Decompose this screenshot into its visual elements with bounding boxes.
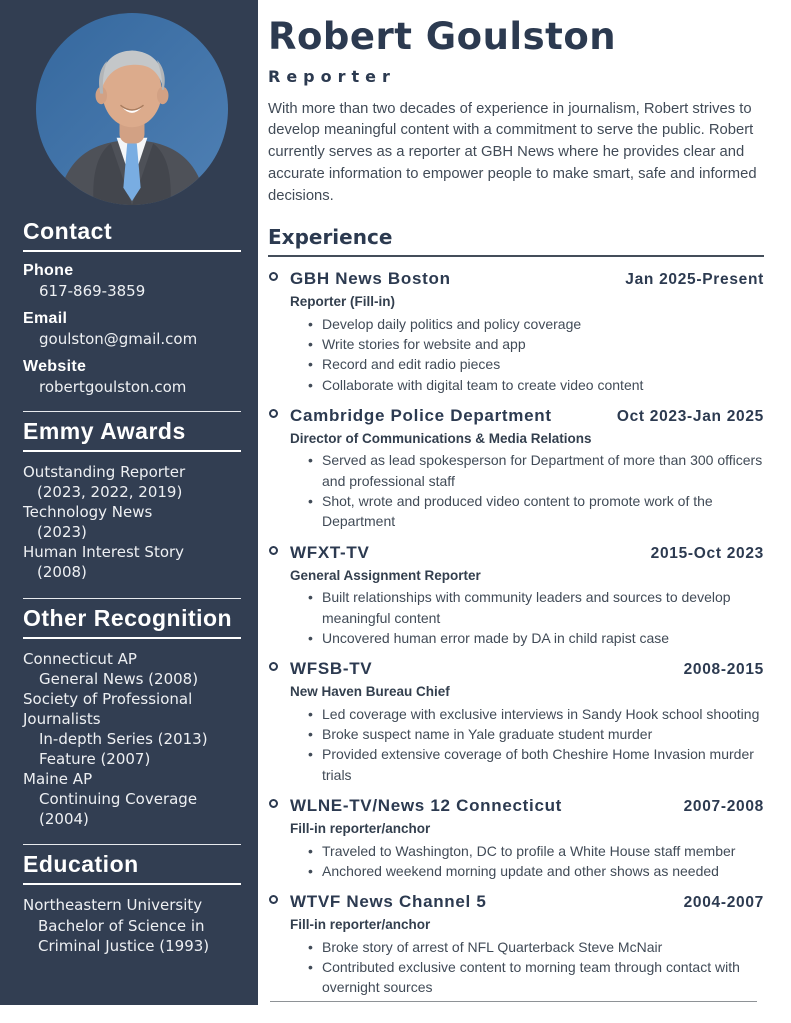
contact-value[interactable]: 617-869-3859 (39, 282, 146, 300)
person-name: Robert Goulston (268, 15, 617, 58)
award-years: (2008) (37, 563, 87, 582)
experience-job (268, 658, 764, 785)
job-company (268, 795, 562, 817)
other-recognition-section (23, 598, 241, 830)
job-company (268, 268, 451, 290)
recognition-org: Connecticut AP (23, 649, 137, 668)
job-role: Reporter (Fill-in) (290, 294, 395, 310)
education-school: Northeastern University (23, 896, 203, 915)
circle-bullet-icon (269, 272, 278, 281)
contact-item (23, 310, 241, 348)
education-heading-rule (23, 883, 241, 885)
award-title: Human Interest Story (23, 543, 185, 562)
job-company-text: WFXT-TV (290, 542, 370, 562)
job-header (268, 891, 764, 913)
job-company-text: Cambridge Police Department (290, 405, 552, 425)
job-bullet: • Broke suspect name in Yale graduate student murder (308, 724, 764, 744)
profile-photo (36, 13, 228, 205)
education-section (23, 844, 241, 955)
contact-heading: Contact (23, 218, 113, 244)
experience-jobs (268, 268, 764, 998)
job-header (268, 795, 764, 817)
education-heading: Education (23, 851, 139, 878)
job-dates: 2004-2007 (683, 894, 764, 912)
job-company-text: WTVF News Channel 5 (290, 892, 487, 912)
job-dates: Jan 2025-Present (625, 271, 764, 288)
education-degree: Bachelor of Science in Criminal Justice (1993) (38, 916, 210, 955)
job-dates: 2015-Oct 2023 (650, 544, 764, 562)
job-header (268, 542, 764, 564)
job-bullet-list (308, 587, 764, 648)
job-bullet-list (308, 704, 764, 785)
recognition-award: Feature (2007) (39, 750, 151, 769)
circle-bullet-icon (269, 409, 278, 418)
job-header (268, 658, 764, 680)
emmy-awards-section (23, 411, 241, 583)
job-company-text: WLNE-TV/News 12 Connecticut (290, 796, 563, 816)
job-bullet: • Record and edit radio pieces (308, 354, 764, 374)
main-content (268, 0, 764, 1008)
contact-label: Website (23, 358, 87, 375)
contact-label: Phone (23, 262, 74, 279)
contact-item (23, 358, 241, 396)
job-dates: 2007-2008 (683, 798, 764, 816)
emmy-awards-heading: Emmy Awards (23, 418, 186, 444)
profile-summary: With more than two decades of experience in journalism, Robert strives to develop meaningful content with a commitment to serve the public. Robert currently serves as a reporter at GBH News where he provides clear and accurate information to empower people to make smart, safe and informed decisions. (268, 100, 757, 205)
emmy-awards-list (23, 462, 241, 583)
job-bullet: • Shot, wrote and produced video content to promote work of the Department (308, 491, 764, 532)
contact-section (23, 218, 241, 396)
job-bullet: • Uncovered human error made by DA in child rapist case (308, 628, 764, 648)
job-dates: 2008-2015 (683, 661, 764, 679)
circle-bullet-icon (269, 895, 278, 904)
other-recognition-list (23, 649, 241, 830)
job-company (268, 405, 552, 427)
job-company-text: GBH News Boston (290, 269, 451, 288)
education-list (23, 895, 241, 955)
recognition-award: Continuing Coverage (2004) (39, 790, 198, 829)
job-role: Fill-in reporter/anchor (290, 821, 431, 837)
job-bullet: • Develop daily politics and policy coverage (308, 314, 764, 334)
award-title: Outstanding Reporter (23, 463, 186, 481)
recognition-award: General News (2008) (39, 669, 199, 688)
job-bullet: • Collaborate with digital team to create video content (308, 375, 764, 395)
job-header (268, 268, 764, 290)
experience-heading: Experience (268, 225, 764, 257)
other-recognition-heading: Other Recognition (23, 604, 233, 631)
job-bullet: • Write stories for website and app (308, 334, 764, 354)
job-bullet-list (308, 937, 764, 998)
job-bullet-list (308, 450, 764, 531)
experience-job (268, 542, 764, 649)
job-bullet: • Traveled to Washington, DC to profile a White House staff member (308, 841, 764, 861)
circle-bullet-icon (269, 546, 278, 555)
award-years: (2023, 2022, 2019) (37, 483, 183, 502)
job-role: Fill-in reporter/anchor (290, 917, 431, 933)
experience-job (268, 268, 764, 395)
other-recognition-heading-rule (23, 637, 241, 639)
section-separator (23, 844, 241, 845)
sidebar (0, 0, 258, 1005)
experience-job (268, 795, 764, 881)
job-bullet: • Led coverage with exclusive interviews in Sandy Hook school shooting (308, 704, 764, 724)
emmy-awards-heading-rule (23, 450, 241, 452)
contact-value[interactable]: robertgoulston.com (39, 378, 187, 396)
recognition-award: In-depth Series (2013) (39, 729, 208, 748)
page-bottom-rule (270, 1001, 757, 1002)
recognition-org: Maine AP (23, 770, 93, 789)
job-bullet: • Contributed exclusive content to morning team through contact with overnight sources (308, 957, 764, 998)
award-years: (2023) (37, 523, 87, 542)
person-title: Reporter (268, 66, 396, 86)
job-bullet: • Built relationships with community leaders and sources to develop meaningful content (308, 587, 764, 628)
contact-heading-rule (23, 250, 241, 252)
profile-photo-illustration (36, 13, 228, 205)
job-bullet: • Broke story of arrest of NFL Quarterback Steve McNair (308, 937, 764, 957)
job-bullet-list (308, 841, 764, 882)
job-company (268, 891, 487, 913)
job-dates: Oct 2023-Jan 2025 (616, 407, 764, 425)
job-header (268, 405, 764, 427)
job-bullet-list (308, 314, 764, 395)
job-role: Director of Communications & Media Relations (290, 430, 592, 446)
contact-value[interactable]: goulston@gmail.com (39, 330, 198, 348)
recognition-org: Society of Professional Journalists (23, 689, 193, 728)
contact-label: Email (23, 310, 68, 327)
contact-items (23, 262, 241, 396)
job-bullet: • Provided extensive coverage of both Cheshire Home Invasion murder trials (308, 744, 764, 785)
experience-job (268, 405, 764, 532)
award-title: Technology News (23, 503, 153, 522)
job-company (268, 542, 370, 564)
circle-bullet-icon (269, 799, 278, 808)
job-bullet: • Anchored weekend morning update and other shows as needed (308, 861, 764, 881)
experience-job (268, 891, 764, 998)
job-company-text: WFSB-TV (290, 659, 373, 679)
section-separator (23, 598, 241, 599)
job-role: New Haven Bureau Chief (290, 684, 450, 700)
circle-bullet-icon (269, 662, 278, 671)
contact-item (23, 262, 241, 300)
job-bullet: • Served as lead spokesperson for Department of more than 300 officers and professional staff (308, 450, 764, 491)
section-separator (23, 411, 241, 412)
job-company (268, 658, 372, 680)
job-role: General Assignment Reporter (290, 567, 481, 583)
